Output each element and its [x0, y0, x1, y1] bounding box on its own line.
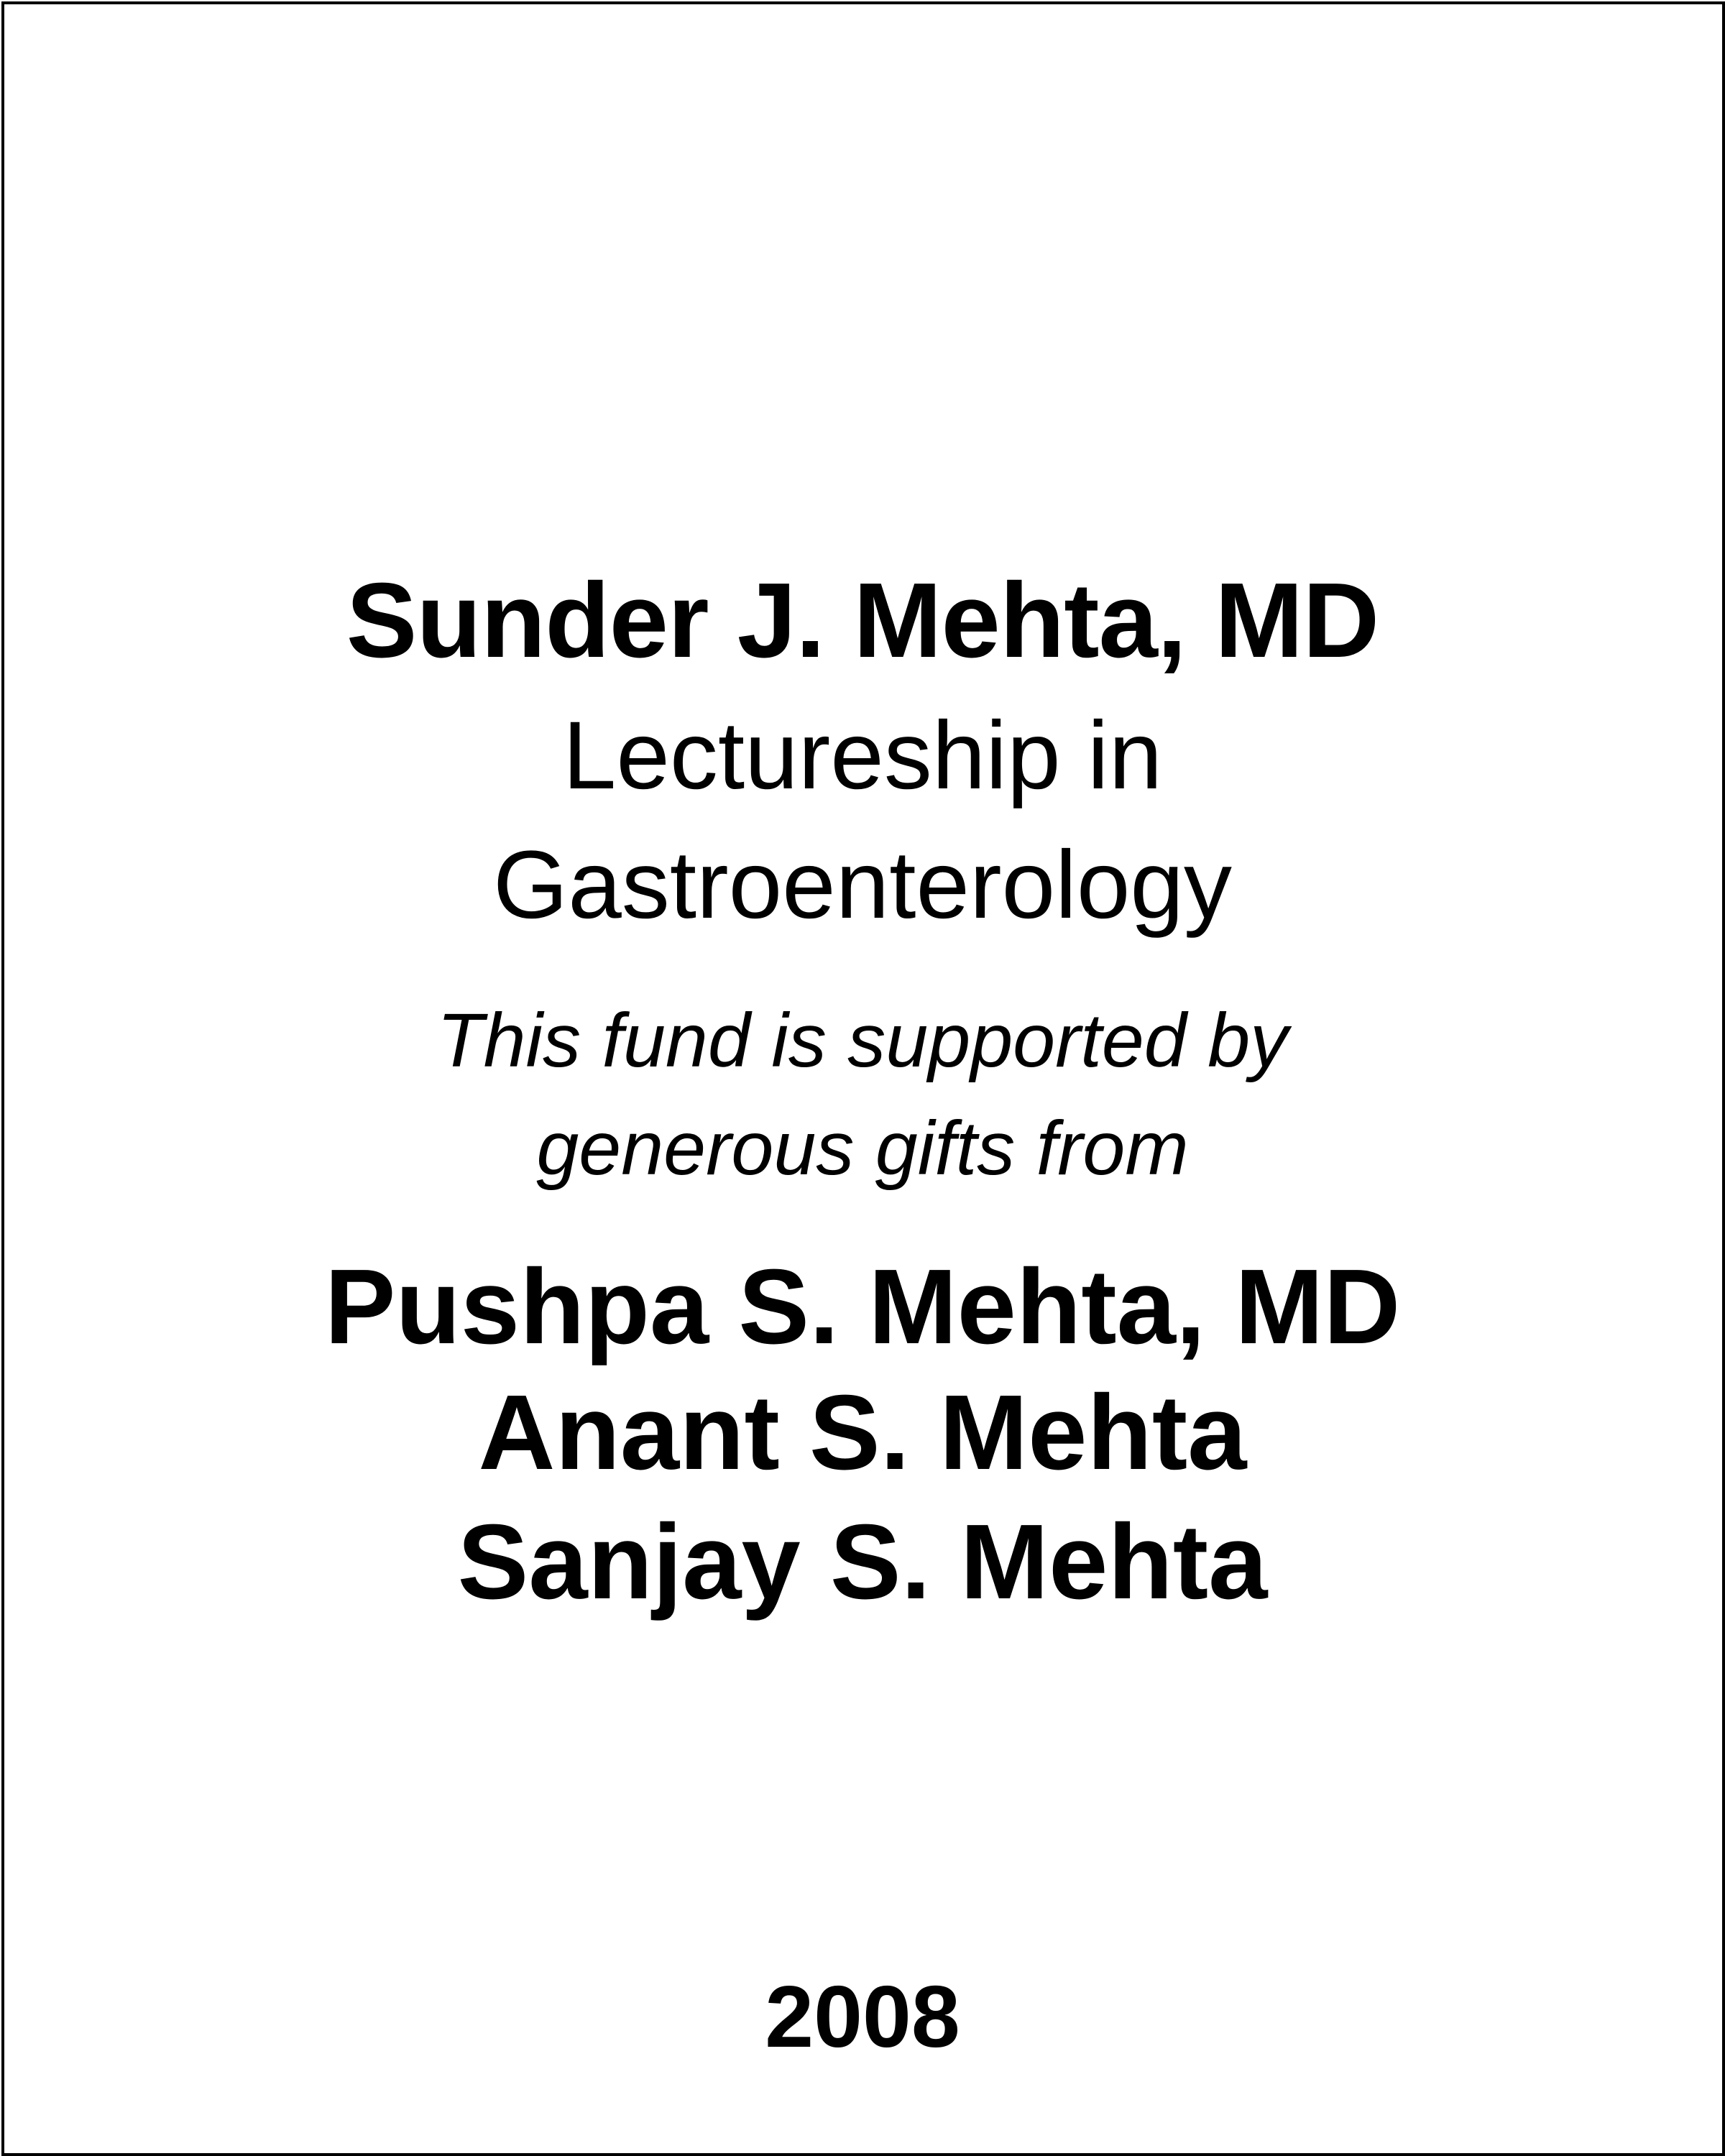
honoree-name: Sunder J. Mehta, MD: [346, 561, 1379, 680]
dedication-line-1: This fund is supported by: [436, 998, 1289, 1083]
lectureship-line-2: Gastroenterology: [493, 831, 1232, 939]
donor-name-3: Sanjay S. Mehta: [457, 1503, 1268, 1621]
year: 2008: [765, 1968, 960, 2065]
donor-name-1: Pushpa S. Mehta, MD: [324, 1248, 1401, 1366]
dedication-line-2: generous gifts from: [536, 1106, 1189, 1191]
lectureship-line-1: Lectureship in: [562, 702, 1163, 809]
donor-name-2: Anant S. Mehta: [478, 1373, 1247, 1492]
